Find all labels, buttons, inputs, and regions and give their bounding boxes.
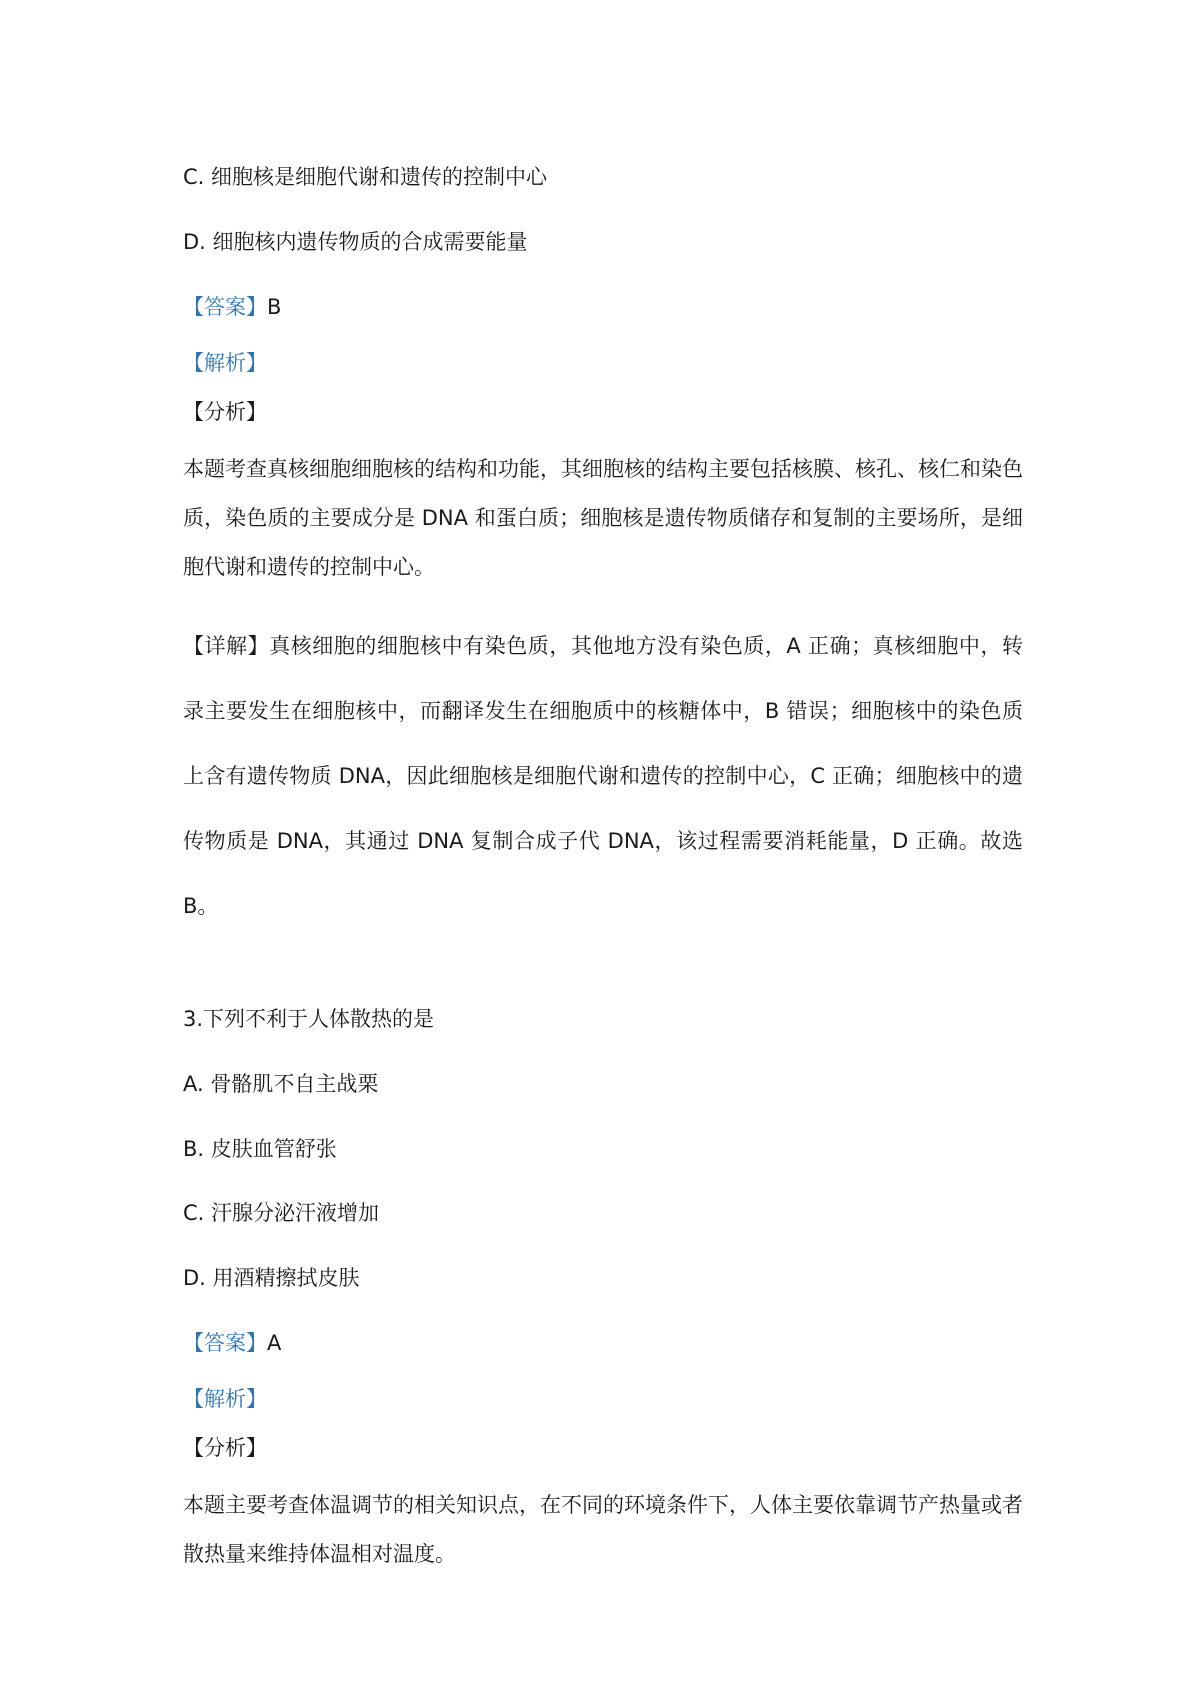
q2-analysis-tag: 【解析】	[183, 351, 267, 375]
q2-xiangjie-text: 【详解】真核细胞的细胞核中有染色质，其他地方没有染色质，A 正确；真核细胞中，转录主要发生在细胞核中，而翻译发生在细胞质中的核糖体中，B 错误；细胞核中的染色质上含有遗传物质 DNA，因此细胞核是细胞代谢和遗传的控制中心，C 正确；细胞核中的遗传物质是 DNA，其通过 DNA 复制合成子代 DNA，该过程需要消耗能量，D 正确。故选 B。	[183, 634, 1023, 918]
q2-fenxi-text: 本题考查真核细胞细胞核的结构和功能，其细胞核的结构主要包括核膜、核孔、核仁和染色质，染色质的主要成分是 DNA 和蛋白质；细胞核是遗传物质储存和复制的主要场所，是细胞代谢和遗传的控制中心。	[183, 457, 1023, 579]
q3-answer-value: A	[267, 1331, 282, 1355]
q2-answer-tag: 【答案】	[183, 295, 267, 319]
q3-stem: 3.下列不利于人体散热的是	[183, 1007, 435, 1031]
q2-answer-value: B	[267, 295, 282, 319]
q3-answer-tag: 【答案】	[183, 1331, 267, 1355]
q2-fenxi-tag: 【分析】	[183, 400, 267, 424]
q3-answer-line	[183, 1328, 1033, 1358]
q3-option-a: A. 骨骼肌不自主战栗	[183, 1072, 379, 1096]
q2-option-c: C. 细胞核是细胞代谢和遗传的控制中心	[183, 165, 548, 189]
q3-option-b: B. 皮肤血管舒张	[183, 1137, 337, 1161]
q3-analysis-tag: 【解析】	[183, 1387, 267, 1411]
q2-answer-line	[183, 292, 1033, 322]
q3-fenxi-tag: 【分析】	[183, 1436, 267, 1460]
q3-fenxi-text: 本题主要考查体温调节的相关知识点，在不同的环境条件下，人体主要依靠调节产热量或者散热量来维持体温相对温度。	[183, 1493, 1023, 1566]
q3-option-c: C. 汗腺分泌汗液增加	[183, 1201, 380, 1225]
q2-option-d: D. 细胞核内遗传物质的合成需要能量	[183, 230, 528, 254]
q3-option-d: D. 用酒精擦拭皮肤	[183, 1266, 360, 1290]
